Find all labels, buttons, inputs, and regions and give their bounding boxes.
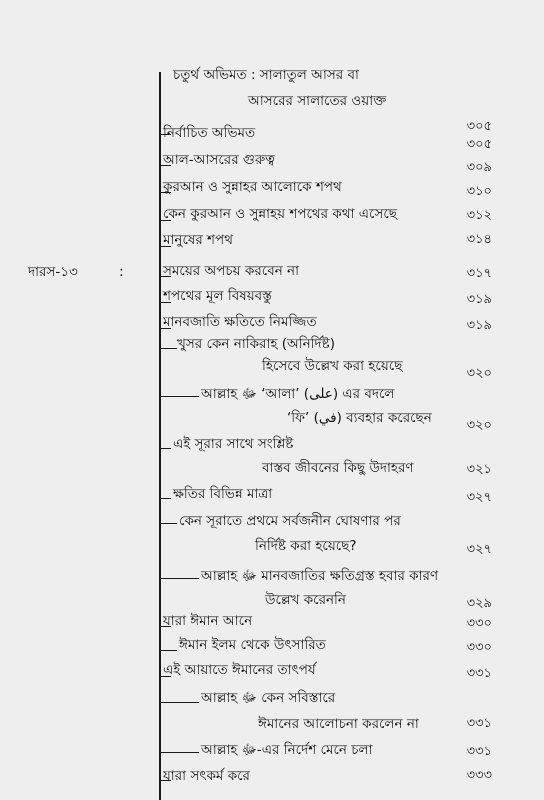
toc-entry-page: ৩১৯ xyxy=(466,318,492,333)
toc-entry-title: কেন সূরাতে প্রথমে সর্বজনীন ঘোষণার পর xyxy=(179,513,401,529)
toc-entry-page: ৩০৫ xyxy=(466,137,492,152)
toc-entry-title: শপথের মূল বিষয়বস্তু xyxy=(163,288,272,304)
toc-entry-title: ঈমান ইলম থেকে উৎসারিত xyxy=(179,637,326,653)
toc-entry-page: ৩২০ xyxy=(466,366,492,381)
toc-entry-page: ৩২৯ xyxy=(466,596,492,611)
toc-entry-title: কেন কুরআন ও সুন্নাহয় শপথের কথা এসেছে xyxy=(163,206,397,222)
toc-entry-page: ৩১৪ xyxy=(466,232,492,247)
toc-entry-tick xyxy=(161,752,199,753)
toc-entry-title: বাস্তব জীবনের কিছু উদাহরণ xyxy=(262,460,414,476)
toc-entry-tick xyxy=(161,498,171,499)
toc-entry-tick xyxy=(161,702,199,703)
toc-entry-title: নির্বাচিত অভিমত xyxy=(163,125,256,141)
toc-entry-tick xyxy=(161,650,177,651)
toc-entry-title: হিসেবে উল্লেখ করা হয়েছে xyxy=(262,358,403,374)
toc-entry-title: আল্লাহ ﷻ-এর নির্দেশ মেনে চলা xyxy=(201,742,373,758)
toc-entry-title: আল্লাহ ﷻ মানবজাতির ক্ষতিগ্রস্ত হবার কারণ xyxy=(201,568,439,584)
toc-entry-page: ৩১০ xyxy=(466,184,492,199)
lesson-label: দারস-১৩ xyxy=(28,264,78,280)
toc-entry-page: ৩৩১ xyxy=(466,716,492,731)
toc-entry-title: উল্লেখ করেননি xyxy=(265,592,346,608)
toc-entry-title: আল-আসরের গুরুত্ব xyxy=(163,152,275,168)
toc-entry-page: ৩৩০ xyxy=(466,640,492,655)
toc-entry-page: ৩০৯ xyxy=(466,160,492,175)
toc-entry-title: চতুর্থ অভিমত : সালাতুল আসর বা xyxy=(173,67,359,83)
toc-entry-page: ৩২৭ xyxy=(466,542,492,557)
toc-entry-page: ৩১৭ xyxy=(466,266,492,281)
lesson-colon: : xyxy=(119,264,124,280)
toc-entry-title: ক্ষতির বিভিন্ন মাত্রা xyxy=(173,486,273,502)
toc-entry-title: কুরআন ও সুন্নাহর আলোকে শপথ xyxy=(163,179,342,195)
toc-entry-title: সময়ের অপচয় করবেন না xyxy=(163,263,300,279)
toc-entry-title: মানুষের শপথ xyxy=(163,232,233,248)
toc-rule-top xyxy=(159,72,161,262)
toc-entry-page: ৩০৫ xyxy=(466,119,492,134)
toc-entry-title: মানবজাতি ক্ষতিতে নিমজ্জিত xyxy=(163,314,317,330)
toc-entry-page: ৩১২ xyxy=(466,208,492,223)
toc-entry-tick xyxy=(161,396,199,397)
toc-rule-bottom xyxy=(159,262,161,800)
toc-entry-page: ৩১৯ xyxy=(466,292,492,307)
toc-entry-title: আসরের সালাতের ওয়াক্ত xyxy=(248,93,387,109)
toc-entry-title: আল্লাহ ﷻ ‘আলা’ (على) এর বদলে xyxy=(201,386,395,402)
toc-entry-title: এই আয়াতে ঈমানের তাৎপর্য xyxy=(163,662,316,678)
toc-entry-title: খুসর কেন নাকিরাহ (অনির্দিষ্ট) xyxy=(177,336,335,352)
toc-entry-page: ৩৩৩ xyxy=(466,768,492,783)
toc-entry-title: যারা সৎকর্ম করে xyxy=(163,768,250,784)
toc-entry-page: ৩২১ xyxy=(466,462,492,477)
toc-entry-page: ৩৩১ xyxy=(466,666,492,681)
toc-entry-page: ৩২৭ xyxy=(466,490,492,505)
toc-entry-tick xyxy=(161,448,171,449)
toc-entry-title: যারা ঈমান আনে xyxy=(163,613,253,629)
toc-entry-page: ৩৩০ xyxy=(466,616,492,631)
toc-entry-title: নির্দিষ্ট করা হয়েছে? xyxy=(255,538,357,554)
toc-entry-title: ‘ফি’ (في) ব্যবহার করেছেন xyxy=(287,410,432,426)
toc-entry-tick xyxy=(161,578,199,579)
toc-entry-title: আল্লাহ ﷻ কেন সবিস্তারে xyxy=(201,690,336,706)
toc-entry-page: ৩৩১ xyxy=(466,744,492,759)
toc-entry-page: ৩২০ xyxy=(466,418,492,433)
toc-entry-title: ঈমানের আলোচনা করলেন না xyxy=(258,716,419,732)
toc-entry-tick xyxy=(161,523,177,524)
toc-entry-tick xyxy=(161,348,177,349)
toc-entry-title: এই সূরার সাথে সংশ্লিষ্ট xyxy=(173,436,294,452)
